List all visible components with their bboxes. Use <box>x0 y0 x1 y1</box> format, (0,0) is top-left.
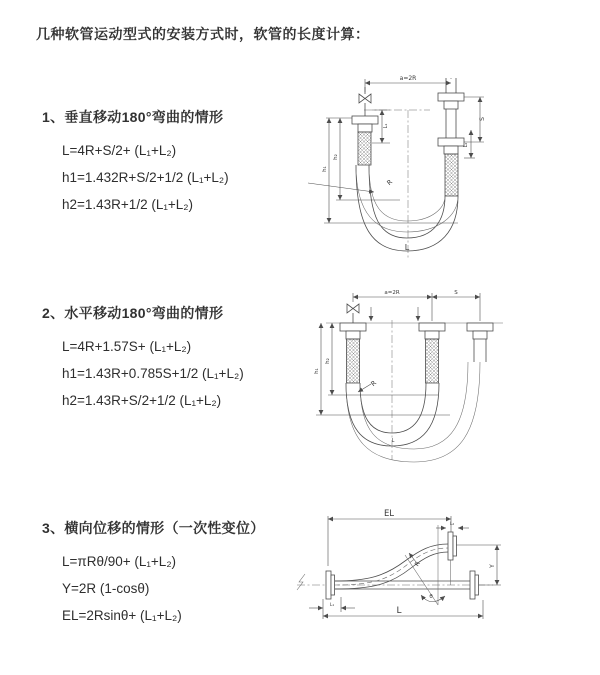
section-vertical-movement <box>42 107 342 218</box>
diagram-lateral-displacement <box>293 500 583 650</box>
section-2-heading: 2、水平移动180°弯曲的情形 <box>42 305 224 321</box>
dimension-labels <box>322 75 486 252</box>
middle-hose-end <box>419 323 445 383</box>
angle-construction <box>405 525 445 605</box>
dim-label-l1: L₁ <box>383 123 389 129</box>
hose-s-curve <box>335 544 448 589</box>
hose-u-bend <box>356 165 458 251</box>
radius-label: R <box>369 378 379 388</box>
diagram-vertical-180-bend <box>308 68 558 263</box>
dim-label-s: S <box>454 290 458 296</box>
dimension-lines <box>309 516 501 619</box>
dim-label-h2: h₂ <box>325 358 331 364</box>
dim-label-a2r: a=2R <box>384 290 400 296</box>
dim-label-s: S <box>479 117 486 121</box>
dim-label-h2: h₂ <box>333 154 339 160</box>
formula-el: EL=2Rsinθ+ (L₁+L₂) <box>62 608 182 623</box>
break-mark <box>297 574 305 590</box>
dimension-lines <box>316 293 480 415</box>
formula-h1: h1=1.432R+S/2+1/2 (L₁+L₂) <box>62 170 229 185</box>
centerlines <box>364 110 430 258</box>
dim-label-h1: h₁ <box>322 166 328 172</box>
formula-h2: h2=1.43R+1/2 (L₁+L₂) <box>62 197 194 212</box>
angle-label: θ <box>429 594 433 600</box>
hose-u-bend <box>346 362 480 462</box>
dim-label-l2: L₂ <box>449 522 455 527</box>
formula-length: L=πRθ/90+ (L₁+L₂) <box>62 554 177 569</box>
radius-label: R <box>413 560 422 568</box>
left-hose-end <box>352 116 378 165</box>
length-label: L <box>391 438 395 444</box>
formula-length: L=4R+S/2+ (L₁+L₂) <box>62 143 177 158</box>
dim-label-h1: h₁ <box>314 368 320 374</box>
shifted-hose-end <box>467 323 493 362</box>
formula-h2: h2=1.43R+S/2+1/2 (L₁+L₂) <box>62 393 222 408</box>
dim-label-a2r: a=2R <box>399 75 417 82</box>
left-hose-end <box>340 323 366 383</box>
right-flange-original <box>470 571 479 599</box>
page-title: 几种软管运动型式的安装方式时，软管的长度计算： <box>36 26 370 42</box>
dim-label-y: Y <box>489 564 496 568</box>
right-hose-end <box>438 78 464 196</box>
dim-label-l2: L₂ <box>463 142 469 148</box>
left-flange <box>326 571 335 599</box>
formula-h1: h1=1.43R+0.785S+1/2 (L₁+L₂) <box>62 366 244 381</box>
dimension-labels <box>330 509 496 616</box>
formula-y: Y=2R (1-cosθ) <box>62 581 150 596</box>
section-3-heading: 3、横向位移的情形（一次性变位） <box>42 520 265 536</box>
valve-icon <box>347 304 359 323</box>
section-horizontal-movement <box>42 303 342 414</box>
right-flange-displaced <box>448 532 457 585</box>
formula-length: L=4R+1.57S+ (L₁+L₂) <box>62 339 192 354</box>
dim-label-el: EL <box>383 509 395 519</box>
section-1-heading: 1、垂直移动180°弯曲的情形 <box>42 109 224 125</box>
length-label: L <box>404 243 410 252</box>
diagram-horizontal-180-bend <box>308 280 588 465</box>
length-label: L <box>396 606 402 616</box>
dim-label-l1: L₁ <box>329 603 335 608</box>
radius-label: R <box>385 177 395 187</box>
